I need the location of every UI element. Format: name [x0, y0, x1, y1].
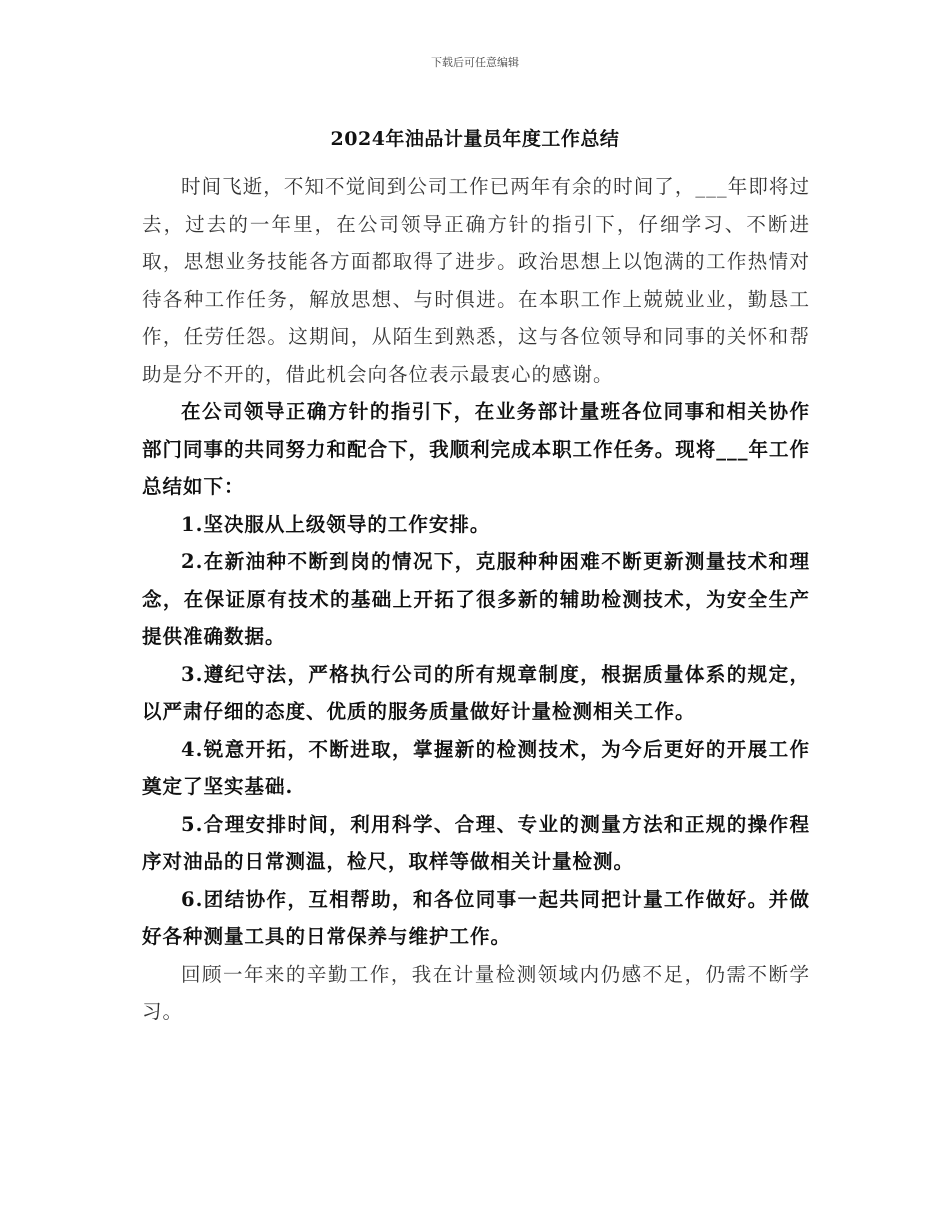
summary-item-2: 2.在新油种不断到岗的情况下，克服种种困难不断更新测量技术和理念，在保证原有技术的基础上开拓了很多新的辅助检测技术，为安全生产提供准确数据。	[142, 550, 810, 648]
closing-paragraph: 回顾一年来的辛勤工作，我在计量检测领域内仍感不足，仍需不断学习。	[142, 962, 810, 1023]
summary-item-6: 6.团结协作，互相帮助，和各位同事一起共同把计量工作做好。并做好各种测量工具的日常保养与维护工作。	[142, 887, 810, 948]
summary-item-5: 5.合理安排时间，利用科学、合理、专业的测量方法和正规的操作程序对油品的日常测温，检尺，取样等做相关计量检测。	[142, 812, 810, 873]
document-body	[142, 168, 810, 1031]
intro-paragraph: 时间飞逝，不知不觉间到公司工作已两年有余的时间了，___年即将过去，过去的一年里，在公司领导正确方针的指引下，仔细学习、不断进取，思想业务技能各方面都取得了进步。政治思想上以饱满的工作热情对待各种工作任务，解放思想、与时俱进。在本职工作上兢兢业业，勤恳工作，任劳任怨。这期间，从陌生到熟悉，这与各位领导和同事的关怀和帮助是分不开的，借此机会向各位表示最衷心的感谢。	[142, 175, 810, 386]
summary-item-1: 1.坚决服从上级领导的工作安排。	[181, 512, 491, 536]
summary-lead-paragraph: 在公司领导正确方针的指引下，在业务部计量班各位同事和相关协作部门同事的共同努力和配合下，我顺利完成本职工作任务。现将___年工作总结如下：	[142, 400, 810, 498]
document-title: 2024年油品计量员年度工作总结	[330, 128, 620, 150]
summary-item-4: 4.锐意开拓，不断进取，掌握新的检测技术，为今后更好的开展工作奠定了坚实基础.	[142, 737, 810, 798]
summary-item-3: 3.遵纪守法，严格执行公司的所有规章制度，根据质量体系的规定，以严肃仔细的态度、优质的服务质量做好计量检测相关工作。	[142, 662, 810, 723]
header-note: 下载后可任意编辑	[431, 56, 519, 69]
